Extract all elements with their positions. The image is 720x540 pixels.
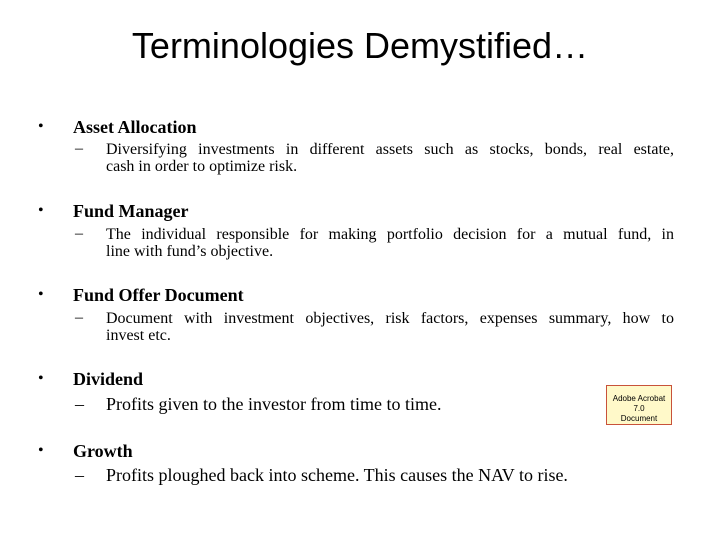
embedded-object-label-line2: Document: [620, 414, 658, 423]
embedded-object-label-line1: Adobe Acrobat 7.0: [612, 394, 666, 413]
embedded-pdf-document-icon[interactable]: [606, 385, 672, 425]
slide-title: Terminologies Demystified…: [131, 25, 589, 66]
dash-icon: –: [75, 465, 84, 485]
bullet-icon: •: [38, 286, 44, 303]
definition-line: cash in order to optimize risk.: [106, 158, 298, 175]
bullet-icon: •: [38, 370, 44, 387]
bullet-icon: •: [38, 442, 44, 459]
bullet-icon: •: [38, 118, 44, 135]
definition-fund-offer-document: [106, 310, 674, 344]
term-growth: Growth: [73, 441, 133, 461]
definition-asset-allocation: [106, 141, 674, 175]
definition-growth: Profits ploughed back into scheme. This causes the NAV to rise.: [106, 465, 568, 485]
term-fund-manager: Fund Manager: [73, 201, 189, 221]
definition-line: The individual responsible for making portfolio decision for a mutual fund, in: [106, 226, 674, 243]
definition-dividend: Profits given to the investor from time to time.: [106, 394, 442, 414]
dash-icon: –: [75, 394, 84, 414]
dash-icon: –: [75, 309, 83, 326]
definition-line: line with fund’s objective.: [106, 243, 274, 260]
definition-fund-manager: [106, 226, 674, 260]
definition-line: invest etc.: [106, 327, 171, 344]
term-dividend: Dividend: [73, 369, 144, 389]
dash-icon: –: [75, 140, 83, 157]
definition-line: Diversifying investments in different assets such as stocks, bonds, real estate,: [106, 141, 674, 158]
term-fund-offer-document: Fund Offer Document: [73, 285, 244, 305]
dash-icon: –: [75, 225, 83, 242]
term-asset-allocation: Asset Allocation: [73, 117, 197, 137]
definition-line: Document with investment objectives, risk factors, expenses summary, how to: [106, 310, 674, 327]
bullet-icon: •: [38, 202, 44, 219]
